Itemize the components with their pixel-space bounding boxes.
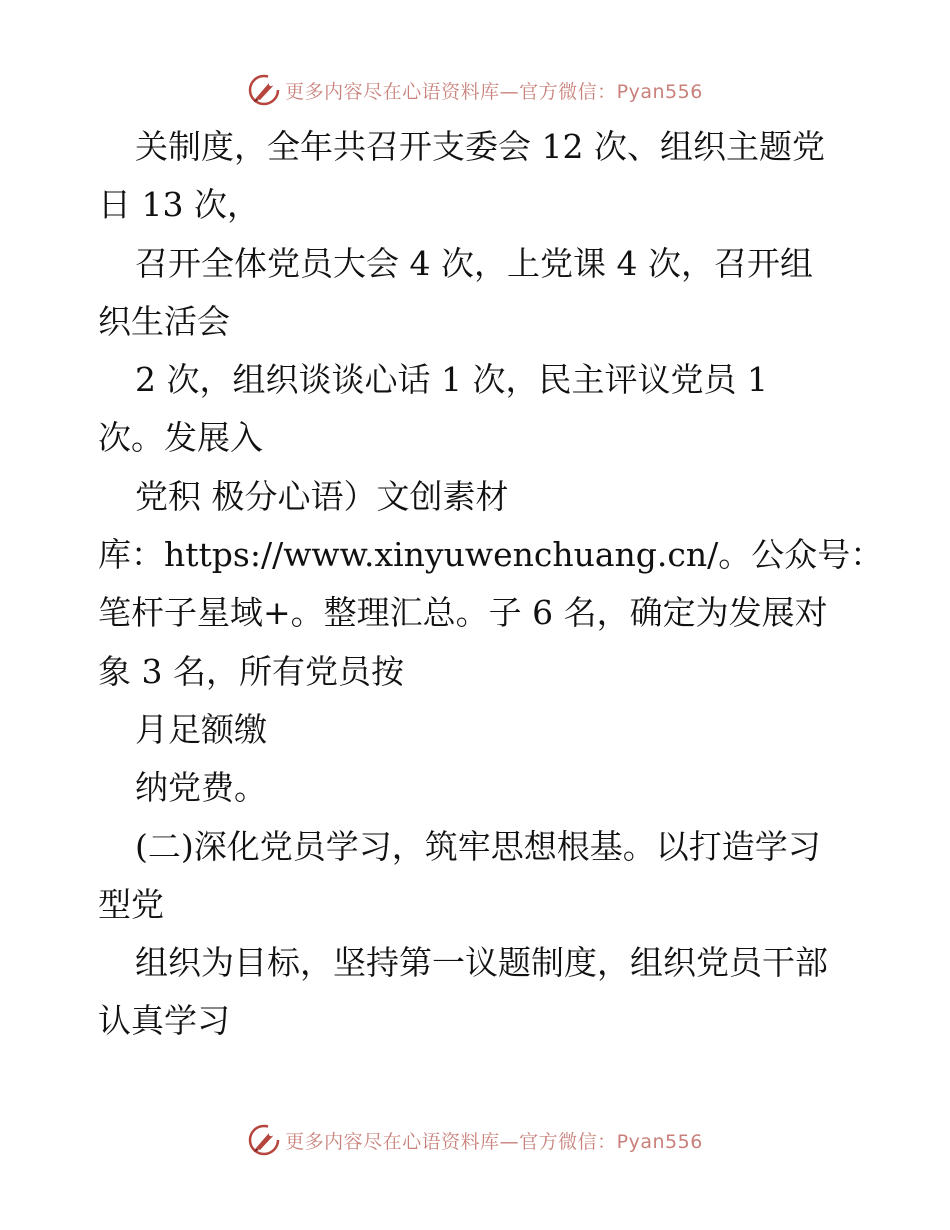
pen-logo-icon	[247, 73, 281, 107]
body-line: 型党	[98, 884, 164, 924]
body-line: 组织为目标，坚持第一议题制度，组织党员干部	[135, 943, 828, 983]
body-line: 次。发展入	[98, 418, 263, 458]
body-line: 笔杆子星域+。整理汇总。子 6 名，确定为发展对	[98, 593, 828, 633]
footer-banner-inner	[247, 1123, 703, 1157]
body-line: 关制度，全年共召开支委会 12 次、组织主题党	[135, 127, 825, 166]
footer-banner-text: 更多内容尽在心语资料库—官方微信：Pyan556	[285, 1130, 703, 1153]
body-line: 库：https://www.xinyuwenchuang.cn/。公众号：	[98, 535, 884, 575]
header-banner	[0, 70, 950, 110]
body-line: (二)深化党员学习，筑牢思想根基。以打造学习	[135, 826, 821, 866]
body-line: 认真学习	[98, 1001, 230, 1041]
body-line: 日 13 次，	[98, 185, 260, 225]
footer-banner	[0, 1120, 950, 1160]
body-line: 象 3 名，所有党员按	[98, 651, 404, 691]
body-line: 2 次，组织谈谈心话 1 次，民主评议党员 1	[135, 360, 768, 400]
pen-logo-icon	[247, 1123, 281, 1157]
body-line: 纳党费。	[135, 768, 267, 808]
body-line: 月足额缴	[135, 709, 267, 749]
body-line: 党积 极分心语）文创素材	[135, 476, 509, 516]
body-line: 织生活会	[98, 301, 230, 341]
document-body	[98, 118, 884, 1051]
header-banner-inner	[247, 73, 703, 107]
header-banner-text: 更多内容尽在心语资料库—官方微信：Pyan556	[285, 80, 703, 103]
body-line: 召开全体党员大会 4 次，上党课 4 次，召开组	[135, 243, 813, 283]
